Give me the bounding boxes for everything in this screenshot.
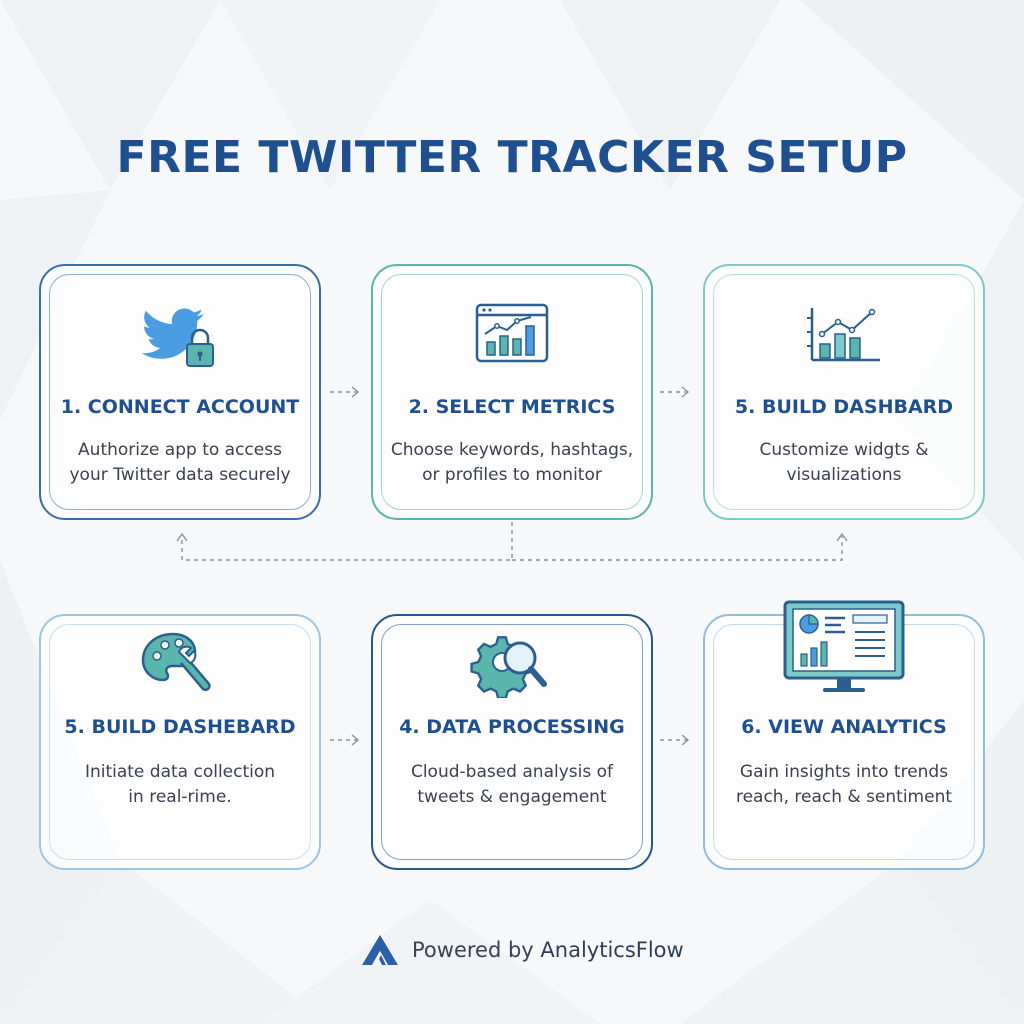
step-description-line2: in real-rime. xyxy=(128,787,232,807)
footer-prefix: Powered by xyxy=(412,938,534,962)
step-description-line1: Cloud-based analysis of xyxy=(410,762,614,782)
footer-branding xyxy=(360,932,684,968)
step-description-line1: Choose keywords, hashtags, xyxy=(390,440,634,460)
step-description-line2: tweets & engagement xyxy=(417,787,607,807)
step-description-line2: reach, reach & sentiment xyxy=(735,787,953,807)
branch-right xyxy=(512,536,842,560)
step-description-line2: your Twitter data securely xyxy=(69,465,291,485)
analyticsflow-logo-icon xyxy=(360,933,400,967)
step-title: 4. DATA PROCESSING xyxy=(399,716,625,738)
page-title: FREE TWITTER TRACKER SETUP xyxy=(116,132,908,183)
step-description-line2: visualizations xyxy=(786,465,902,485)
step-card-data-processing[interactable] xyxy=(371,614,653,870)
step-description-line1: Customize widgts & xyxy=(759,440,929,460)
step-description-line1: Authorize app to access xyxy=(78,440,282,460)
palette-wrench-icon xyxy=(41,628,319,698)
step-description-line1: Gain insights into trends xyxy=(739,762,949,782)
step-card-start-collection[interactable] xyxy=(39,614,321,870)
twitter-lock-icon xyxy=(41,304,319,374)
step-title: 2. SELECT METRICS xyxy=(408,396,616,418)
step-title: 5. BUILD DASHBARD xyxy=(734,396,954,418)
metrics-chart-icon xyxy=(373,302,651,364)
step-title: 1. CONNECT ACCOUNT xyxy=(60,396,300,418)
step-description-line2: or profiles to monitor xyxy=(422,465,602,485)
step-card-build-dashboard[interactable] xyxy=(703,264,985,520)
step-title: 5. BUILD DASHEBARD xyxy=(64,716,296,738)
step-card-connect-account[interactable] xyxy=(39,264,321,520)
step-title: 6. VIEW ANALYTICS xyxy=(741,716,947,738)
footer-text xyxy=(412,938,684,962)
monitor-analytics-icon xyxy=(705,598,983,698)
step-card-view-analytics[interactable] xyxy=(703,614,985,870)
step-card-select-metrics[interactable] xyxy=(371,264,653,520)
footer-brand[interactable]: AnalyticsFlow xyxy=(540,938,684,962)
gear-magnifier-icon xyxy=(373,628,651,698)
step-description-line1: Initiate data collection xyxy=(84,762,276,782)
branch-left xyxy=(182,522,512,560)
dashboard-chart-icon xyxy=(705,304,983,366)
